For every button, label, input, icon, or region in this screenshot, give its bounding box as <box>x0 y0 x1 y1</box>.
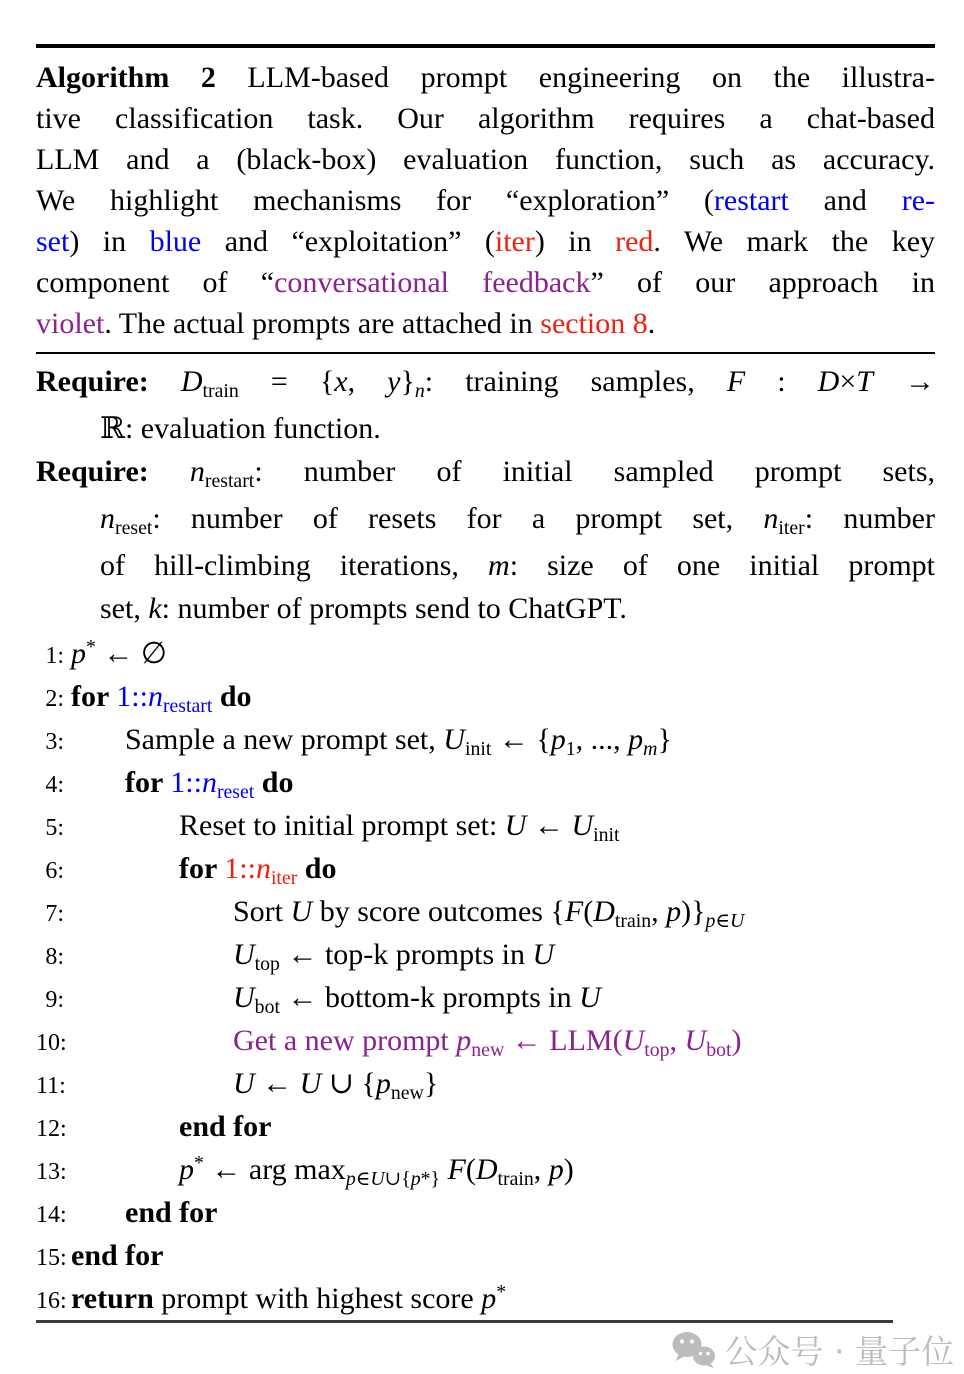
text-segment: U <box>571 809 594 842</box>
text-segment: D <box>817 365 840 398</box>
text-segment: 1:: <box>170 766 202 799</box>
text-segment: ( <box>465 1153 476 1186</box>
text-segment: for <box>71 680 117 713</box>
text-segment: for <box>125 766 171 799</box>
text-segment: 1:: <box>116 680 148 713</box>
text-segment: x <box>334 365 348 398</box>
text-segment: restart <box>204 469 255 492</box>
text-segment: p <box>179 1153 194 1186</box>
text-segment: component of “ <box>36 266 275 299</box>
text-segment: * <box>496 1281 507 1304</box>
text-segment: U <box>579 981 601 1014</box>
line-content <box>233 933 554 980</box>
line-content <box>125 1191 218 1234</box>
text-segment: init <box>593 823 620 846</box>
text-segment: : <box>745 365 818 398</box>
text-segment: U <box>233 981 255 1014</box>
text-segment: n <box>763 502 779 535</box>
line-number: 6: <box>45 858 64 884</box>
text-segment: Algorithm 2 <box>36 61 216 94</box>
text-segment: Sample a new prompt set, <box>125 723 444 756</box>
text-segment: iter <box>494 225 535 258</box>
line-number: 8: <box>45 944 64 970</box>
text-segment: , <box>347 365 388 398</box>
text-segment: ∪{ <box>384 1167 411 1190</box>
caption-rule <box>36 352 935 354</box>
caption-line <box>36 303 935 344</box>
algorithm-line <box>36 1191 935 1234</box>
text-segment: , <box>533 1153 549 1186</box>
line-content <box>233 890 744 937</box>
text-segment: F <box>726 365 746 398</box>
line-content <box>179 1148 574 1195</box>
text-segment: of hill-climbing iterations, <box>100 549 489 582</box>
text-segment: k <box>148 592 162 625</box>
algorithm-body <box>36 632 935 1320</box>
text-segment: ← top-k prompts in <box>279 938 533 971</box>
text-segment: p <box>456 1024 472 1057</box>
text-segment: n <box>201 766 217 799</box>
algorithm-line <box>36 1105 935 1148</box>
text-segment: * <box>194 1152 204 1175</box>
text-segment: conversational feedback <box>274 266 591 299</box>
text-segment: by score outcomes { <box>312 895 565 928</box>
require-line <box>36 407 935 450</box>
caption-line <box>36 180 935 221</box>
text-segment: Reset to initial prompt set: <box>179 809 505 842</box>
algorithm-line <box>36 847 935 890</box>
text-segment: p <box>410 1167 421 1190</box>
text-segment: ) in <box>69 225 150 258</box>
text-segment: Require: <box>36 455 190 488</box>
text-segment: tive classification task. Our algorithm requires a chat-based <box>36 102 935 135</box>
text-segment: , <box>669 1024 685 1057</box>
algorithm-line <box>36 1062 935 1105</box>
line-content <box>71 1234 164 1277</box>
text-segment: 1 <box>565 737 576 760</box>
text-segment: . <box>647 307 656 340</box>
text-segment: n <box>147 680 163 713</box>
text-segment: : evaluation function. <box>124 412 381 445</box>
text-segment: } <box>657 723 672 756</box>
text-segment: : number of initial sampled prompt sets, <box>254 455 936 488</box>
line-content <box>179 804 620 851</box>
line-number: 3: <box>45 729 64 755</box>
text-segment: ← <box>526 809 572 842</box>
text-segment: , ..., <box>575 723 629 756</box>
text-segment: new <box>390 1081 424 1104</box>
top-rule <box>36 44 935 48</box>
text-segment: U <box>290 895 313 928</box>
text-segment: . The actual prompts are attached in <box>104 307 541 340</box>
text-segment: ← <box>254 1067 300 1100</box>
text-segment: ← bottom-k prompts in <box>279 981 580 1014</box>
line-number: 14: <box>36 1202 67 1228</box>
text-segment: do <box>261 766 294 799</box>
line-number: 16: <box>36 1288 67 1314</box>
line-number: 15: <box>36 1245 67 1271</box>
text-segment: blue <box>149 225 202 258</box>
text-segment: p <box>71 637 86 670</box>
text-segment: = { <box>238 365 335 398</box>
watermark-text: 公众号 · 量子位 <box>724 1332 954 1371</box>
text-segment: red <box>615 225 654 258</box>
text-segment: iter <box>778 516 805 539</box>
text-segment: 1:: <box>224 852 256 885</box>
algorithm-line <box>36 1019 935 1062</box>
text-segment: end for <box>125 1196 218 1229</box>
text-segment: ( <box>583 895 594 928</box>
text-segment: n <box>255 852 271 885</box>
algorithm-line <box>36 675 935 718</box>
text-segment: U <box>233 1067 255 1100</box>
line-number: 10: <box>36 1030 67 1056</box>
algorithm-caption <box>36 57 935 344</box>
text-segment: p <box>548 1153 564 1186</box>
line-content <box>71 1277 506 1324</box>
line-content <box>71 675 252 722</box>
text-segment: and “exploitation” ( <box>201 225 495 258</box>
text-segment: bot <box>706 1038 732 1061</box>
text-segment: ℝ <box>100 411 125 446</box>
text-segment: Require: <box>36 365 181 398</box>
text-segment: We highlight mechanisms for “exploration” ( <box>36 184 714 217</box>
text-segment: train <box>614 909 652 932</box>
require-line <box>36 450 935 497</box>
text-segment: U <box>504 809 527 842</box>
text-segment: *} <box>420 1167 441 1190</box>
text-segment: ← ∅ <box>95 637 168 670</box>
require-line <box>36 544 935 587</box>
text-segment: p <box>705 909 716 932</box>
text-segment: U <box>443 723 465 756</box>
text-segment: × <box>839 365 857 398</box>
text-segment: )} <box>681 895 706 928</box>
text-segment: restart <box>162 694 213 717</box>
text-segment: D <box>180 365 203 398</box>
text-segment: T <box>856 365 873 398</box>
text-segment: n <box>100 502 115 535</box>
line-content <box>179 847 336 894</box>
text-segment: → <box>872 365 935 398</box>
text-segment: do <box>304 852 337 885</box>
text-segment: : size of one initial prompt <box>509 549 935 582</box>
line-number: 13: <box>36 1159 67 1185</box>
text-segment: : training samples, <box>424 365 727 398</box>
text-segment: . We mark the key <box>653 225 936 258</box>
line-number: 12: <box>36 1116 67 1142</box>
text-segment: ← LLM( <box>504 1024 623 1057</box>
text-segment: train <box>497 1167 534 1190</box>
text-segment: reset <box>216 780 255 803</box>
line-number: 1: <box>45 643 64 669</box>
text-segment: LLM-based prompt engineering on the illustra- <box>215 61 935 94</box>
text-segment: bot <box>254 995 280 1018</box>
text-segment: : number of prompts send to ChatGPT. <box>161 592 627 625</box>
text-segment: p <box>628 723 644 756</box>
text-segment: U <box>532 938 555 971</box>
line-number: 4: <box>45 772 64 798</box>
caption-line <box>36 98 935 139</box>
algorithm-line <box>36 1277 935 1320</box>
line-content <box>233 976 601 1023</box>
text-segment <box>440 1153 448 1186</box>
line-content <box>71 632 167 679</box>
line-content <box>179 1105 272 1148</box>
text-segment: * <box>86 636 96 659</box>
line-number: 9: <box>45 987 64 1013</box>
algorithm-line <box>36 1148 935 1191</box>
text-segment: LLM and a (black-box) evaluation function, such as accuracy. <box>36 143 935 176</box>
text-segment: ∈ <box>355 1167 371 1190</box>
text-segment: m <box>488 549 510 582</box>
text-segment: Get a new prompt <box>233 1024 457 1057</box>
text-segment: ) <box>563 1153 574 1186</box>
text-segment: y <box>387 365 401 398</box>
text-segment: F <box>447 1153 466 1186</box>
line-content <box>233 1062 438 1109</box>
text-segment: ) in <box>534 225 616 258</box>
algorithm-line <box>36 761 935 804</box>
bottom-rule <box>36 1320 893 1323</box>
text-segment <box>254 766 262 799</box>
text-segment: ∪ { <box>321 1067 376 1100</box>
caption-line <box>36 139 935 180</box>
text-segment: U <box>622 1024 645 1057</box>
text-segment <box>212 680 220 713</box>
line-content <box>125 761 293 808</box>
text-segment: top <box>644 1038 670 1061</box>
algorithm-line <box>36 718 935 761</box>
text-segment: n <box>189 455 205 488</box>
text-segment: U <box>684 1024 707 1057</box>
text-segment: set, <box>100 592 149 625</box>
text-segment: end for <box>179 1110 272 1143</box>
text-segment: Sort <box>233 895 291 928</box>
text-segment: p <box>550 723 566 756</box>
text-segment: reset <box>115 516 153 539</box>
text-segment: ← arg max <box>203 1153 346 1186</box>
text-segment: p <box>345 1167 356 1190</box>
text-segment: set <box>36 225 70 258</box>
text-segment: p <box>666 895 682 928</box>
text-segment: section 8 <box>540 307 648 340</box>
text-segment: ∈ <box>715 909 731 932</box>
algorithm-line <box>36 632 935 675</box>
require-line <box>36 497 935 544</box>
text-segment: new <box>471 1038 505 1061</box>
text-segment: re- <box>901 184 935 217</box>
text-segment: train <box>202 379 239 402</box>
text-segment: n <box>414 379 425 402</box>
algorithm-line <box>36 804 935 847</box>
text-segment: iter <box>270 866 298 889</box>
algorithm-line <box>36 1234 935 1277</box>
require-line <box>36 587 935 630</box>
text-segment: return <box>71 1282 154 1315</box>
text-segment: m <box>643 737 658 760</box>
caption-line <box>36 221 935 262</box>
text-segment: } <box>400 365 415 398</box>
text-segment: : number of resets for a prompt set, <box>152 502 764 535</box>
text-segment: D <box>475 1153 498 1186</box>
line-number: 11: <box>36 1073 66 1099</box>
text-segment: D <box>593 895 615 928</box>
require-line <box>36 360 935 407</box>
text-segment: ← { <box>491 723 551 756</box>
text-segment: for <box>179 852 225 885</box>
caption-line <box>36 57 935 98</box>
algorithm-line <box>36 890 935 933</box>
text-segment: prompt with highest score <box>153 1282 482 1315</box>
line-content <box>125 718 672 765</box>
text-segment: top <box>254 952 280 975</box>
text-segment: F <box>564 895 584 928</box>
line-number: 7: <box>45 901 64 927</box>
text-segment: ” of our approach in <box>590 266 935 299</box>
algorithm-line <box>36 976 935 1019</box>
text-segment: restart <box>713 184 789 217</box>
line-number: 2: <box>45 686 64 712</box>
watermark <box>671 1326 954 1373</box>
text-segment: violet <box>36 307 105 340</box>
text-segment: : number <box>804 502 935 535</box>
text-segment: do <box>219 680 252 713</box>
text-segment: p <box>375 1067 391 1100</box>
text-segment: U <box>730 909 745 932</box>
text-segment: U <box>233 938 255 971</box>
text-segment: ) <box>731 1024 742 1057</box>
text-segment: init <box>464 737 492 760</box>
text-segment: p <box>481 1282 497 1315</box>
text-segment <box>297 852 305 885</box>
require-blocks <box>36 360 935 630</box>
line-content <box>233 1019 741 1066</box>
text-segment: } <box>423 1067 439 1100</box>
text-segment: and <box>788 184 902 217</box>
text-segment: end for <box>71 1239 164 1272</box>
line-number: 5: <box>45 815 64 841</box>
caption-line <box>36 262 935 303</box>
algorithm-line <box>36 933 935 976</box>
wechat-icon <box>671 1331 717 1369</box>
text-segment: U <box>299 1067 322 1100</box>
text-segment: , <box>651 895 667 928</box>
text-segment: U <box>370 1167 385 1190</box>
